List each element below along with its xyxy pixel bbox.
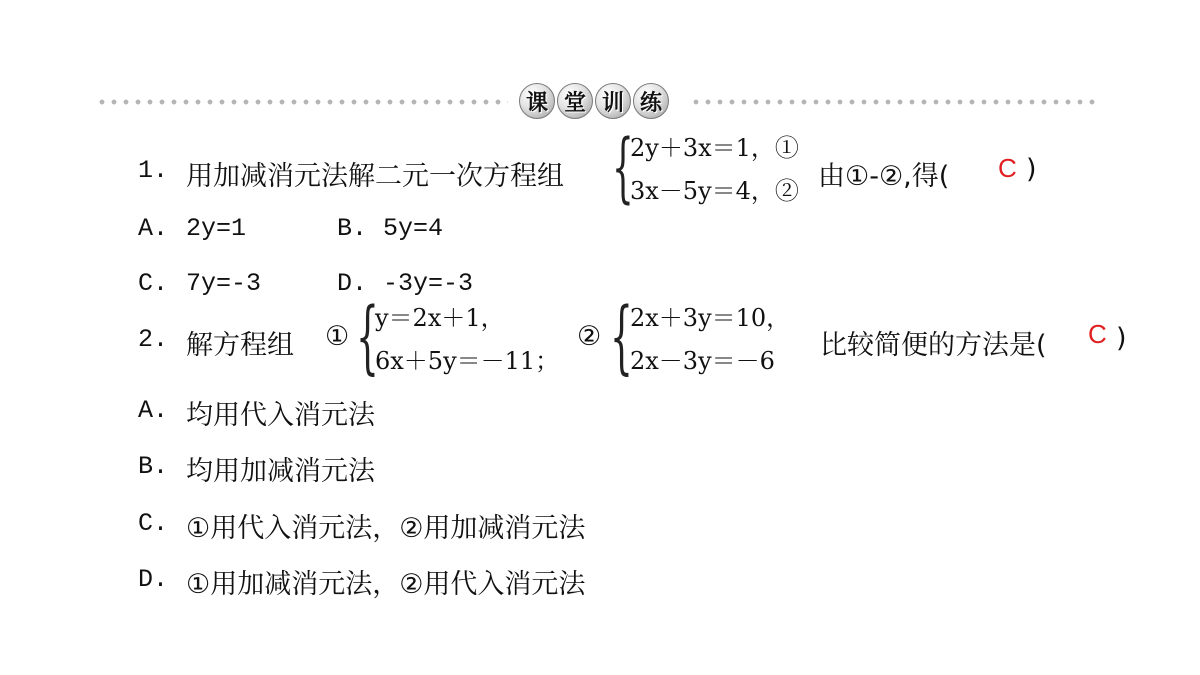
system-label: ① — [325, 321, 350, 352]
section-title-char: 堂 — [557, 83, 593, 119]
equation-1: y＝2x＋1， — [375, 304, 505, 332]
section-title-banner — [519, 83, 669, 119]
answer-mark: C — [998, 153, 1017, 183]
option-text: 均用代入消元法 — [186, 400, 375, 431]
section-title-char: 训 — [595, 83, 631, 119]
question-number: 2. — [138, 325, 169, 354]
question-stem: 用加减消元法解二元一次方程组 — [186, 161, 564, 192]
option-letter: D. — [138, 565, 169, 594]
left-brace: { — [356, 290, 379, 383]
option-text: 2y=1 — [186, 214, 247, 243]
option-letter: B. — [337, 214, 368, 243]
question-suffix: 比较简便的方法是( — [820, 330, 1047, 361]
left-brace: { — [610, 290, 633, 383]
option-text: 5y=4 — [383, 214, 444, 243]
system-label: ② — [577, 321, 602, 352]
equation-2: 6x＋5y＝－11； — [375, 347, 560, 375]
option-text: 均用加减消元法 — [186, 456, 375, 487]
option-text: ①用加减消元法，②用代入消元法 — [186, 569, 586, 600]
option-letter: D. — [337, 269, 368, 298]
equation-1: 2y＋3x＝1，① — [630, 134, 799, 162]
dotted-rule-left — [96, 99, 508, 105]
option-letter: C. — [138, 269, 169, 298]
equation-2: 2x－3y＝－6 — [630, 347, 775, 375]
option-letter: A. — [138, 214, 169, 243]
equation-2: 3x－5y＝4，② — [630, 177, 799, 205]
left-brace: { — [612, 122, 634, 211]
option-letter: C. — [138, 509, 169, 538]
question-stem: 解方程组 — [186, 330, 294, 361]
option-letter: A. — [138, 396, 169, 425]
close-paren: ) — [1026, 154, 1037, 185]
section-title-char: 练 — [633, 83, 669, 119]
question-number: 1. — [138, 156, 169, 185]
dotted-rule-right — [690, 99, 1100, 105]
close-paren: ) — [1116, 323, 1127, 354]
option-text: ①用代入消元法，②用加减消元法 — [186, 513, 586, 544]
option-text: 7y=-3 — [186, 269, 262, 298]
option-text: -3y=-3 — [383, 269, 474, 298]
option-letter: B. — [138, 452, 169, 481]
question-suffix: 由①-②,得( — [818, 161, 950, 192]
section-title-char: 课 — [519, 83, 555, 119]
equation-1: 2x＋3y＝10， — [630, 304, 791, 332]
answer-mark: C — [1088, 319, 1107, 349]
